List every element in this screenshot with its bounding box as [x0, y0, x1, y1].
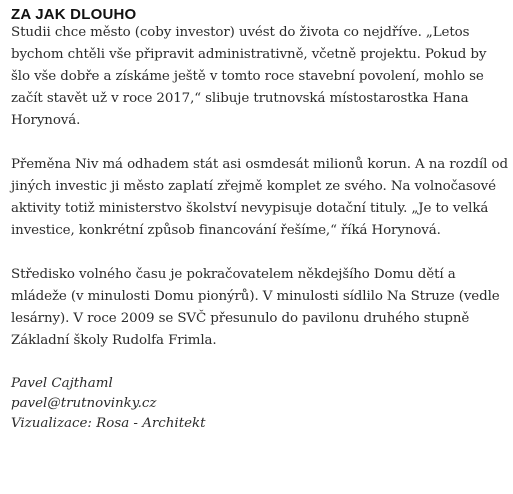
section-heading: ZA JAK DLOUHO: [11, 6, 137, 23]
article-body: [11, 6, 509, 434]
paragraph-1: Studii chce město (coby investor) uvést do života co nejdříve. „Letos bychom chtěli vše připravit administrativně, včetně projektu. Pokud by šlo vše dobře a získáme ještě v tomto roce stavební povolení, mohlo se začít stavět už v roce 2017,“ slibuje trutnovská místostarostka Hana Horynová.: [11, 25, 487, 128]
signature-block: [11, 374, 509, 434]
visualization-credit: Vizualizace: Rosa - Architekt: [11, 416, 206, 431]
author-email: pavel@trutnovinky.cz: [11, 396, 157, 411]
author-name: Pavel Cajthaml: [11, 376, 113, 391]
paragraph-2: Přeměna Niv má odhadem stát asi osmdesát milionů korun. A na rozdíl od jiných investic ji město zaplatí zřejmě komplet ze svého. Na volnočasové aktivity totiž ministerstvo školství nevypisuje dotační tituly. „Je to velká investice, konkrétní způsob financování řešíme,“ říká Horynová.: [11, 157, 508, 238]
paragraph-3: Středisko volného času je pokračovatelem někdejšího Domu dětí a mládeže (v minulosti Domu pionýrů). V minulosti sídlilo Na Struze (vedle lesárny). V roce 2009 se SVČ přesunulo do pavilonu druhého stupně Základní školy Rudolfa Frimla.: [11, 267, 500, 348]
